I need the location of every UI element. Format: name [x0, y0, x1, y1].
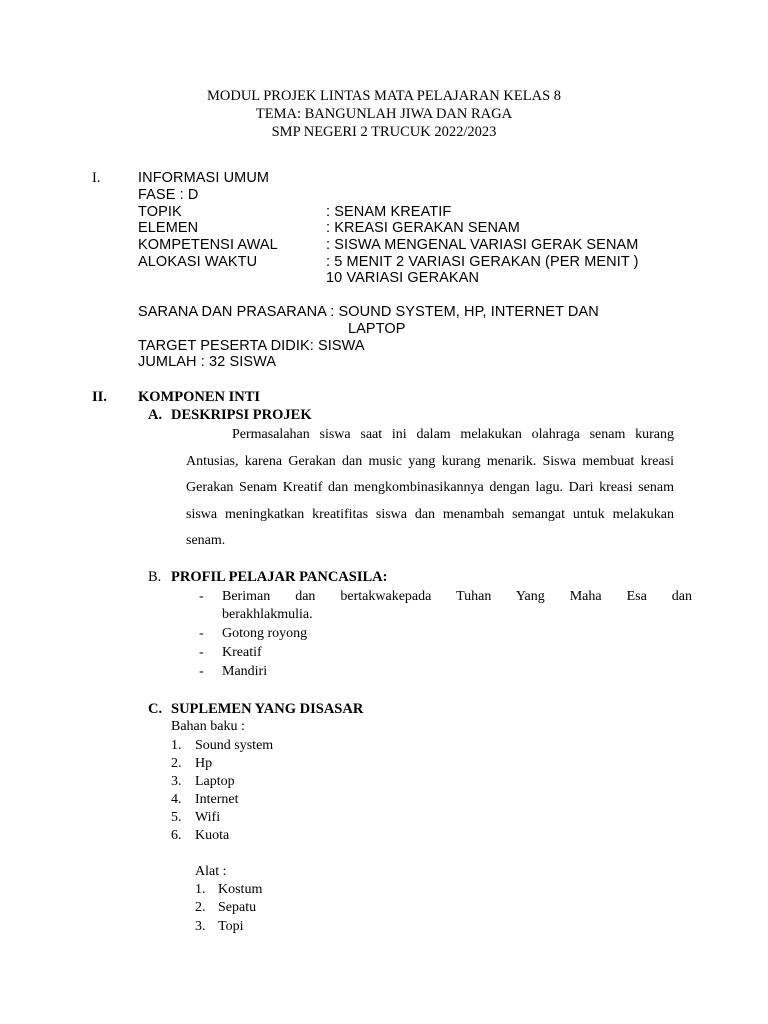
- list-item-beriman: Beriman dan bertakwakepada Tuhan Yang Maha Esa dan: [222, 589, 692, 604]
- subsection-b-title: PROFIL PELAJAR PANCASILA:: [171, 569, 388, 585]
- doc-theme: TEMA: BANGUNLAH JIWA DAN RAGA: [255, 106, 513, 122]
- list-item-hp: Hp: [195, 756, 213, 771]
- list-item-laptop: Laptop: [195, 774, 235, 789]
- project-description-text: Permasalahan siswa saat ini dalam melakukan olahraga senam kurang Antusias, karena Gerakan dan music yang kurang menarik. Siswa membuat kreasi Gerakan Senam Kreatif dan mengkombinasikannya dengan lagu. Dari kreasi senam siswa meningkatkan kreatifitas siswa dan menambah semangat untuk melakukan senam.: [186, 427, 674, 548]
- list-number: 6.: [171, 828, 182, 843]
- alokasi-continuation: 10 VARIASI GERAKAN: [326, 270, 480, 286]
- list-number: 4.: [171, 792, 182, 807]
- list-item-kostum: Kostum: [218, 882, 263, 897]
- sarana-line: SARANA DAN PRASARANA : SOUND SYSTEM, HP, INTERNET DAN: [138, 304, 599, 320]
- list-item-kreatif: Kreatif: [222, 645, 262, 660]
- kompetensi-value: : SISWA MENGENAL VARIASI GERAK SENAM: [326, 237, 639, 253]
- project-description: [186, 422, 674, 555]
- list-number: 2.: [195, 900, 206, 915]
- subsection-b-letter: B.: [148, 569, 162, 585]
- jumlah-line: JUMLAH : 32 SISWA: [138, 354, 277, 370]
- subsection-c-letter: C.: [148, 701, 163, 717]
- doc-school: SMP NEGERI 2 TRUCUK 2022/2023: [271, 124, 497, 140]
- sarana-continuation: LAPTOP: [348, 321, 406, 337]
- list-number: 5.: [171, 810, 182, 825]
- list-bullet: -: [199, 645, 204, 660]
- section-1-title: INFORMASI UMUM: [138, 170, 270, 186]
- list-item-sepatu: Sepatu: [218, 900, 257, 915]
- target-line: TARGET PESERTA DIDIK: SISWA: [138, 338, 365, 354]
- topik-label: TOPIK: [138, 204, 182, 220]
- bahan-baku-label: Bahan baku :: [171, 719, 245, 734]
- alat-label: Alat :: [195, 864, 227, 879]
- list-bullet: -: [199, 626, 204, 641]
- list-item-wifi: Wifi: [195, 810, 221, 825]
- subsection-c-title: SUPLEMEN YANG DISASAR: [171, 701, 364, 717]
- section-1-number: I.: [92, 170, 101, 186]
- kompetensi-label: KOMPETENSI AWAL: [138, 237, 278, 253]
- list-item-kuota: Kuota: [195, 828, 230, 843]
- list-bullet: -: [199, 664, 204, 679]
- list-number: 1.: [171, 738, 182, 753]
- list-item-mandiri: Mandiri: [222, 664, 268, 679]
- subsection-a-letter: A.: [148, 407, 163, 423]
- section-2-title: KOMPONEN INTI: [138, 389, 261, 405]
- list-number: 3.: [195, 919, 206, 934]
- doc-title: MODUL PROJEK LINTAS MATA PELAJARAN KELAS 8: [206, 88, 562, 104]
- alokasi-label: ALOKASI WAKTU: [138, 254, 258, 270]
- list-item-gotong-royong: Gotong royong: [222, 626, 308, 641]
- list-bullet: -: [199, 589, 204, 604]
- topik-value: : SENAM KREATIF: [326, 204, 452, 220]
- list-number: 2.: [171, 756, 182, 771]
- list-number: 1.: [195, 882, 206, 897]
- section-2-number: II.: [92, 389, 107, 405]
- fase-line: FASE : D: [138, 187, 199, 203]
- subsection-a-title: DESKRIPSI PROJEK: [171, 407, 312, 423]
- list-number: 3.: [171, 774, 182, 789]
- list-item-sound-system: Sound system: [195, 738, 274, 753]
- elemen-value: : KREASI GERAKAN SENAM: [326, 220, 520, 236]
- list-item-topi: Topi: [218, 919, 244, 934]
- list-item-beriman-cont: berakhlakmulia.: [222, 607, 313, 622]
- elemen-label: ELEMEN: [138, 220, 199, 236]
- list-item-internet: Internet: [195, 792, 239, 807]
- alokasi-value: : 5 MENIT 2 VARIASI GERAKAN (PER MENIT ): [326, 254, 639, 270]
